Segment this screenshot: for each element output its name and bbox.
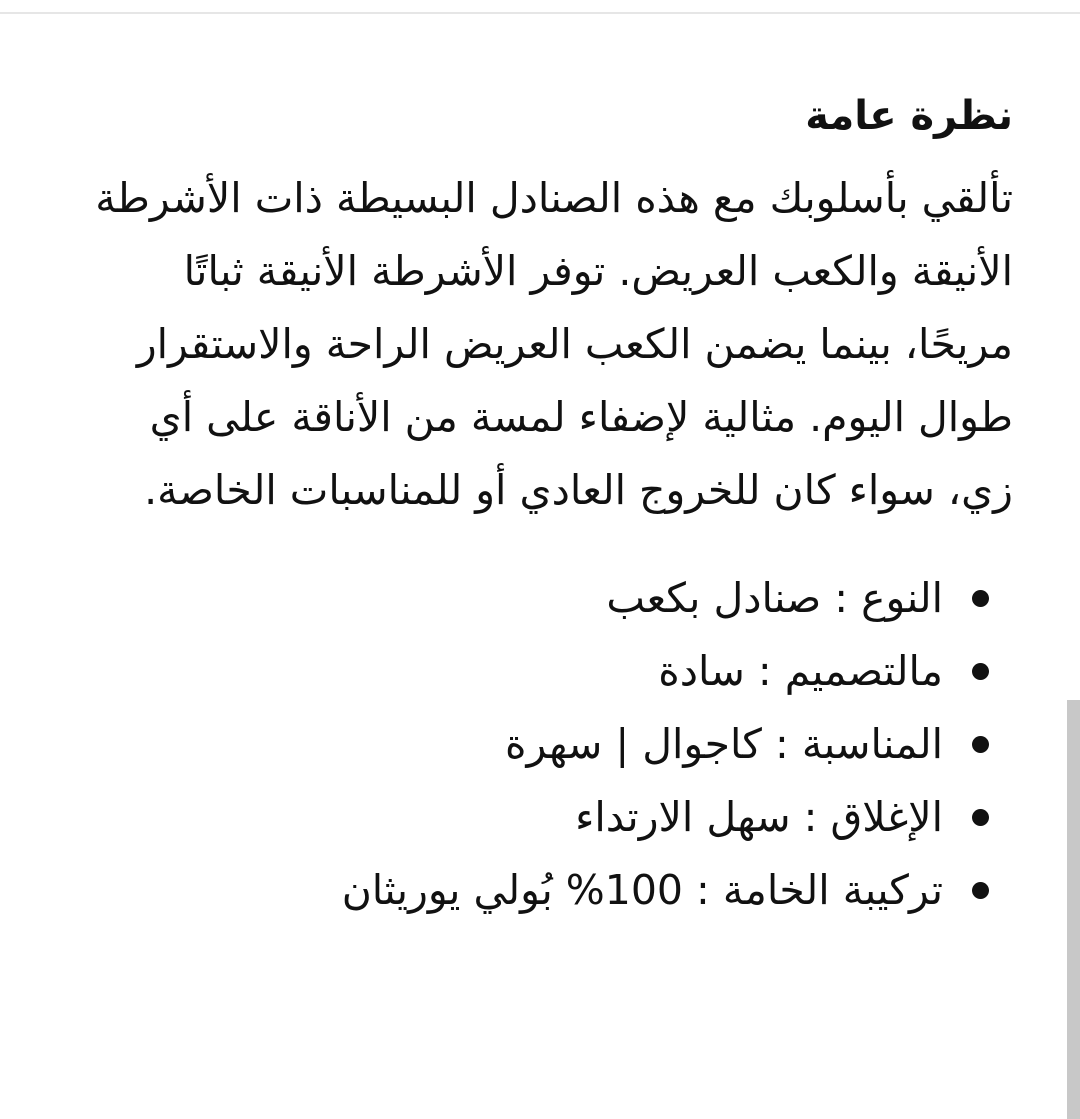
spec-item-type xyxy=(95,562,1013,635)
spec-item-material xyxy=(95,854,1013,927)
bullet-icon xyxy=(972,736,989,753)
spec-text: النوع : صنادل بكعب xyxy=(606,574,943,622)
spec-text: الإغلاق : سهل الارتداء xyxy=(575,793,943,841)
bullet-icon xyxy=(972,590,989,607)
spec-item-design xyxy=(95,635,1013,708)
spec-item-closure xyxy=(95,781,1013,854)
spec-item-occasion xyxy=(95,708,1013,781)
scrollbar[interactable] xyxy=(1067,700,1080,1119)
bullet-icon xyxy=(972,809,989,826)
spec-text: المناسبة : كاجوال | سهرة xyxy=(505,720,943,768)
spec-text: مالتصميم : سادة xyxy=(658,647,943,695)
product-description: تألقي بأسلوبك مع هذه الصنادل البسيطة ذات الأشرطة الأنيقة والكعب العريض. توفر الأشرطة الأنيقة ثباتًا مريحًا، بينما يضمن الكعب العريض الراحة والاستقرار طوال اليوم. مثالية لإضفاء لمسة من الأناقة على أي زي، سواء كان للخروج العادي أو للمناسبات الخاصة. xyxy=(95,174,1013,514)
bullet-icon xyxy=(972,882,989,899)
product-specs-list xyxy=(95,562,1013,927)
top-divider xyxy=(0,12,1080,14)
overview-title: نظرة عامة xyxy=(805,93,1013,139)
spec-text: تركيبة الخامة : 100% بُولي يوريثان xyxy=(341,866,943,914)
product-overview-section xyxy=(95,80,1013,927)
bullet-icon xyxy=(972,663,989,680)
